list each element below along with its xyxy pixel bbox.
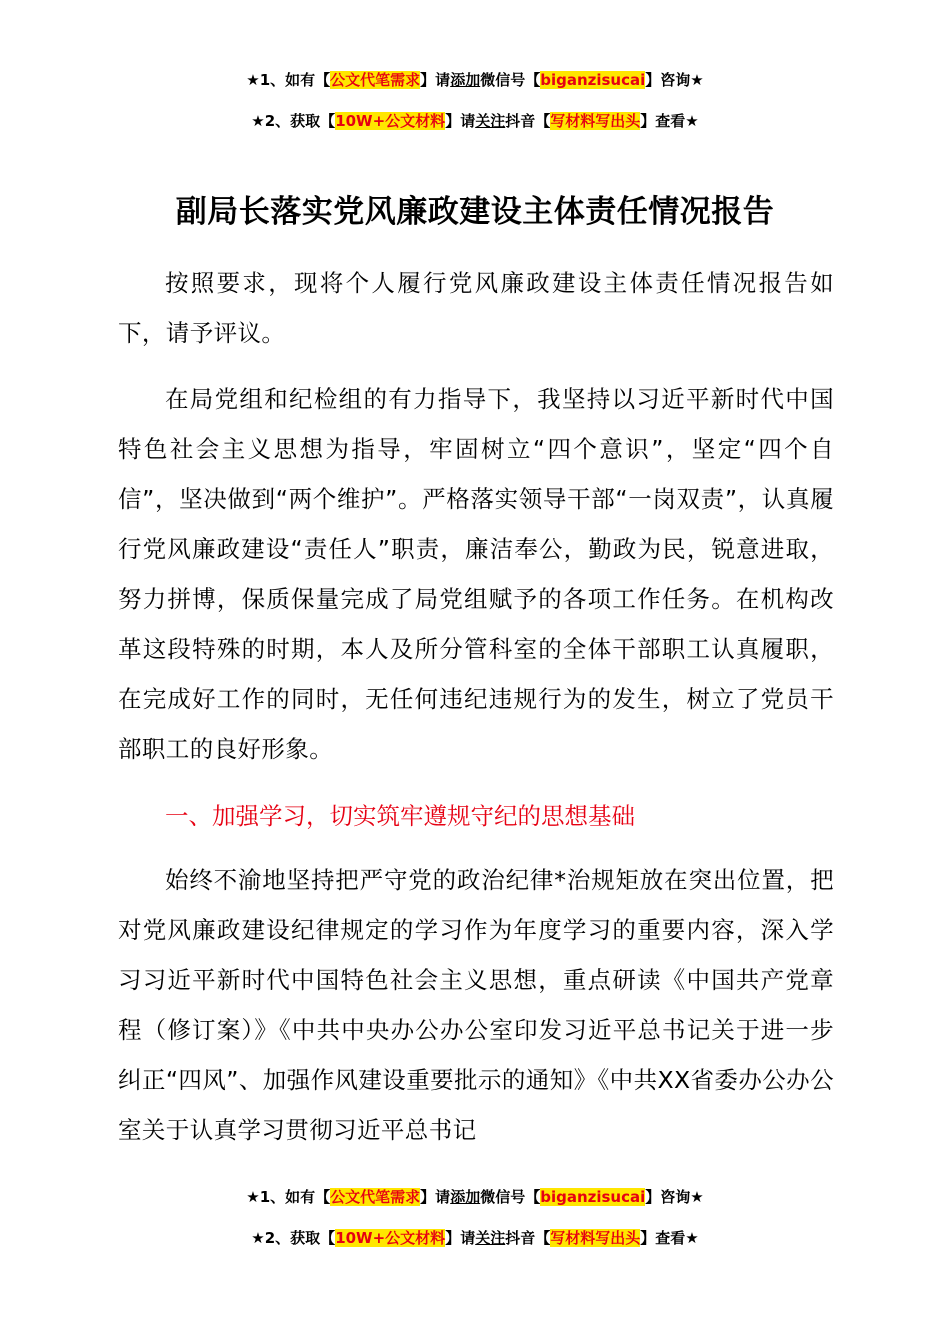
section-heading-1: 一、加强学习，切实筑牢遵规守纪的思想基础 (165, 802, 635, 830)
document-title: 副局长落实党风廉政建设主体责任情况报告 (175, 194, 775, 230)
promo-underline-add: 添加 (450, 1188, 481, 1206)
promo-underline-follow: 关注 (475, 1229, 506, 1247)
promo-suffix: 】咨询★ (645, 71, 704, 89)
promo-prefix: ★2、获取【 (251, 112, 336, 130)
promo-text: 微信号【 (480, 71, 541, 89)
promo-highlight-douyin: 写材料写出头 (550, 1229, 641, 1247)
promo-text: 抖音【 (505, 112, 551, 130)
promo-text: 】请 (420, 1188, 451, 1206)
promo-prefix: ★1、如有【 (246, 1188, 331, 1206)
promo-highlight-service: 公文代笔需求 (330, 1188, 421, 1206)
promo-line-1-bottom (0, 1186, 950, 1208)
promo-highlight-douyin: 写材料写出头 (550, 112, 641, 130)
promo-underline-follow: 关注 (475, 112, 506, 130)
promo-highlight-wechat: biganzisucai (540, 1188, 646, 1206)
promo-prefix: ★2、获取【 (251, 1229, 336, 1247)
promo-text: 】请 (420, 71, 451, 89)
promo-prefix: ★1、如有【 (246, 71, 331, 89)
promo-text: 抖音【 (505, 1229, 551, 1247)
promo-line-2-bottom (0, 1227, 950, 1249)
promo-suffix: 】查看★ (640, 1229, 699, 1247)
promo-underline-add: 添加 (450, 71, 481, 89)
promo-suffix: 】咨询★ (645, 1188, 704, 1206)
promo-suffix: 】查看★ (640, 112, 699, 130)
promo-line-2 (0, 110, 950, 132)
promo-line-1 (0, 69, 950, 91)
promo-text: 】请 (445, 112, 476, 130)
promo-highlight-wechat: biganzisucai (540, 71, 646, 89)
paragraph-summary: 在局党组和纪检组的有力指导下，我坚持以习近平新时代中国特色社会主义思想为指导，牢固树立“四个意识”，坚定“四个自信”，坚决做到“两个维护”。严格落实领导干部“一岗双责”，认真履行党风廉政建设“责任人”职责，廉洁奉公，勤政为民，锐意进取，努力拼博，保质保量完成了局党组赋予的各项工作任务。在机构改革这段特殊的时期，本人及所分管科室的全体干部职工认真履职，在完成好工作的同时，无任何违纪违规行为的发生，树立了党员干部职工的良好形象。 (118, 385, 834, 763)
promo-highlight-materials: 10W+公文材料 (335, 112, 446, 130)
promo-text: 】请 (445, 1229, 476, 1247)
promo-highlight-materials: 10W+公文材料 (335, 1229, 446, 1247)
paragraph-study: 始终不渝地坚持把严守党的政治纪律*治规矩放在突出位置，把对党风廉政建设纪律规定的学习作为年度学习的重要内容，深入学习习近平新时代中国特色社会主义思想，重点研读《中国共产党章程（修订案）》《中共中央办公办公室印发习近平总书记关于进一步纠正“四风”、加强作风建设重要批示的通知》《中共XX省委办公办公室关于认真学习贯彻习近平总书记 (118, 866, 834, 1144)
promo-highlight-service: 公文代笔需求 (330, 71, 421, 89)
promo-text: 微信号【 (480, 1188, 541, 1206)
paragraph-intro: 按照要求，现将个人履行党风廉政建设主体责任情况报告如下，请予评议。 (118, 269, 834, 347)
